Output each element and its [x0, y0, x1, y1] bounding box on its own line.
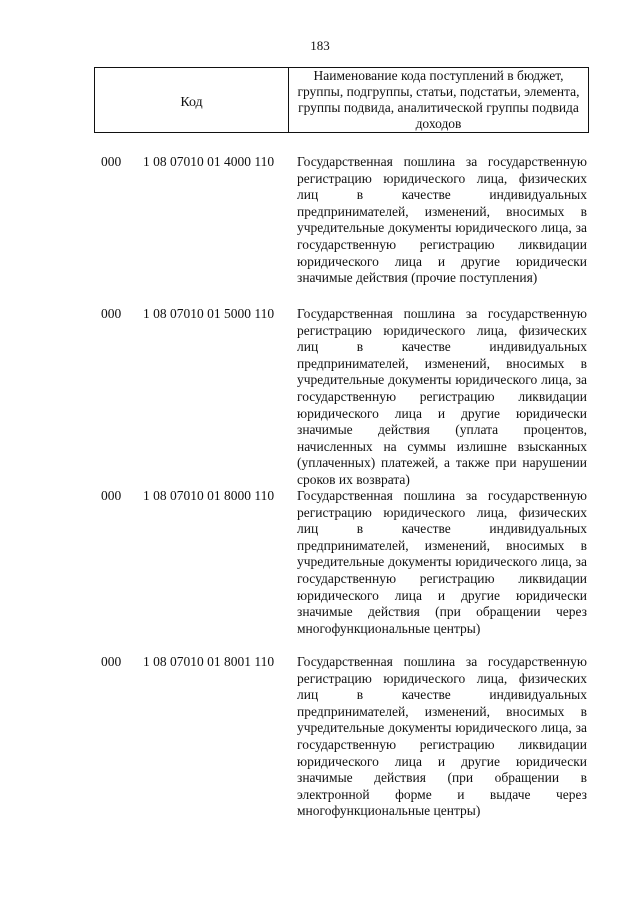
income-code: 1 08 07010 01 8000 110: [143, 488, 275, 503]
header-name-label: Наименование кода поступлений в бюджет, группы, подгруппы, статьи, подстатьи, элемента, группы подвида, аналитической группы подвида доходов: [297, 68, 580, 131]
header-code-label: Код: [95, 68, 289, 132]
page-number: 183: [310, 38, 330, 53]
income-code: 1 08 07010 01 5000 110: [143, 306, 275, 321]
income-code: 1 08 07010 01 4000 110: [143, 154, 275, 169]
admin-code: 000: [101, 154, 122, 169]
income-name: Государственная пошлина за государственную регистрацию юридического лица, физических лиц в качестве индивидуальных предпринимателей, изменений, вносимых в учредительные документы юридического лица, за государственную регистрацию ликвидации юридического лица и другие юридически значимые действия (при обращении через многофункциональные центры): [297, 488, 587, 636]
admin-code: 000: [101, 488, 122, 503]
income-name: Государственная пошлина за государственную регистрацию юридического лица, физических лиц в качестве индивидуальных предпринимателей, изменений, вносимых в учредительные документы юридического лица, за государственную регистрацию ликвидации юридического лица и другие юридически значимые действия (прочие поступления): [297, 154, 587, 286]
income-name: Государственная пошлина за государственную регистрацию юридического лица, физических лиц в качестве индивидуальных предпринимателей, изменений, вносимых в учредительные документы юридического лица, за государственную регистрацию ликвидации юридического лица и другие юридически значимые действия (при обращении в электронной форме и выдаче через многофункциональные центры): [297, 654, 587, 819]
admin-code: 000: [101, 306, 122, 321]
table-header: [94, 67, 589, 133]
income-code: 1 08 07010 01 8001 110: [143, 654, 275, 669]
income-name: Государственная пошлина за государственную регистрацию юридического лица, физических лиц в качестве индивидуальных предпринимателей, изменений, вносимых в учредительные документы юридического лица, за государственную регистрацию ликвидации юридического лица и другие юридически значимые действия (уплата процентов, начисленных на суммы излишне взысканных (уплаченных) платежей, а также при нарушении сроков их возврата): [297, 306, 587, 487]
admin-code: 000: [101, 654, 122, 669]
